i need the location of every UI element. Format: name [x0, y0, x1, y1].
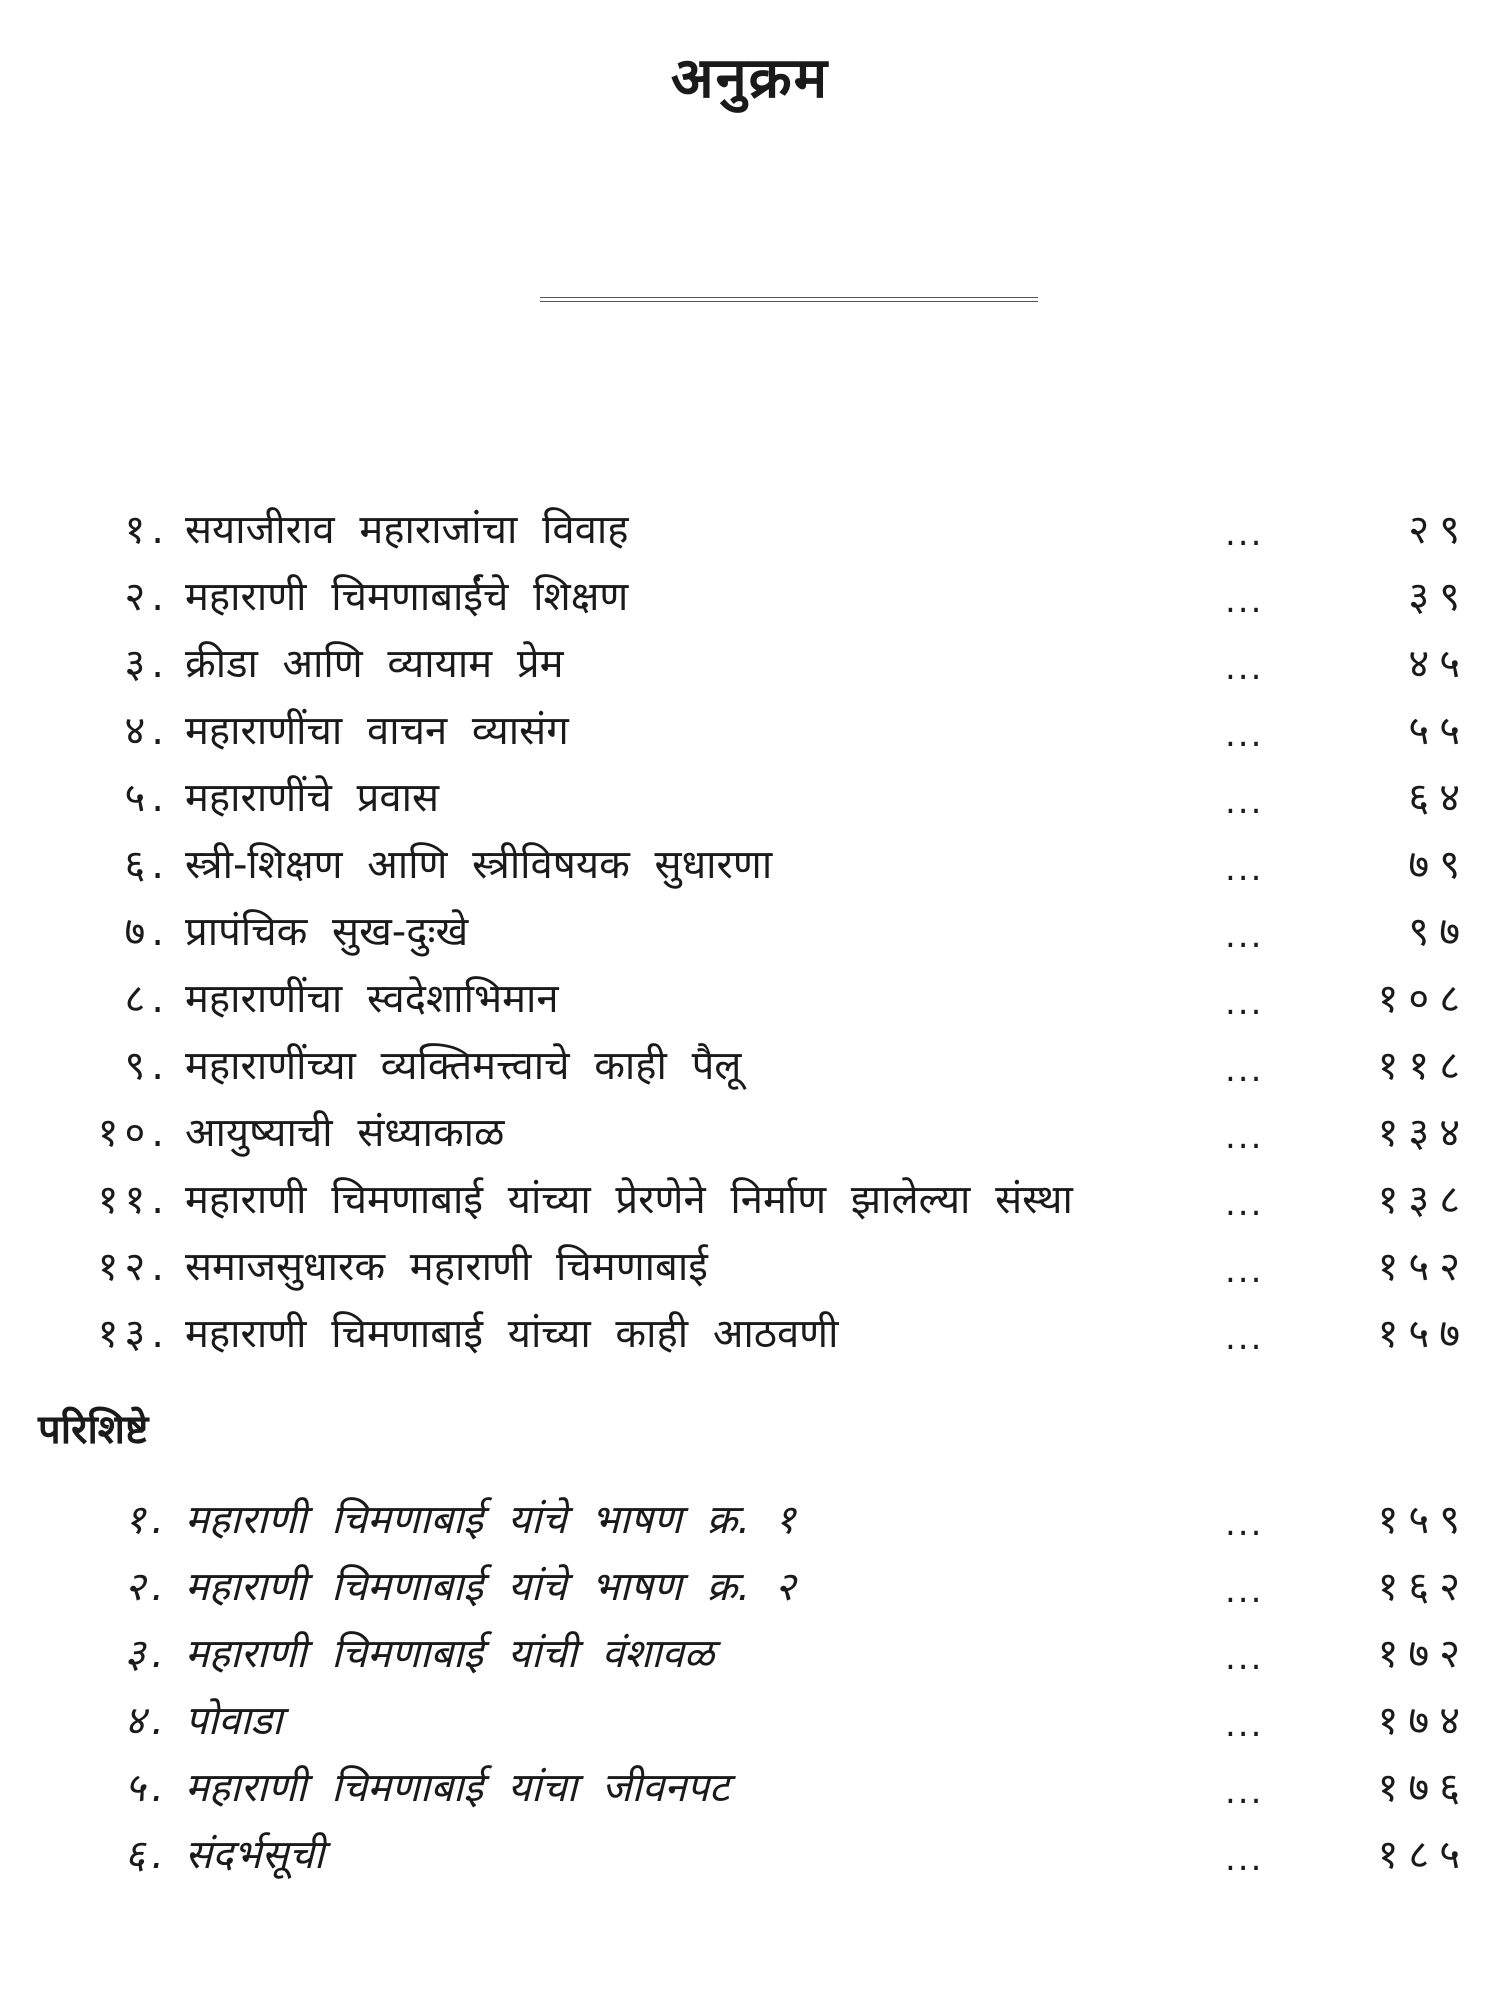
appendix-number: ६. — [124, 1832, 170, 1878]
appendix-title: महाराणी चिमणाबाई यांची वंशावळ — [185, 1631, 715, 1677]
toc-entry — [0, 634, 1500, 694]
leader-dots: ... — [1225, 1251, 1264, 1291]
leader-dots: ... — [1225, 715, 1264, 755]
leader-dots: ... — [1225, 1571, 1264, 1611]
title-divider — [540, 297, 1038, 302]
chapter-title: आयुष्याची संध्याकाळ — [185, 1110, 505, 1156]
chapter-title: समाजसुधारक महाराणी चिमणाबाई — [185, 1244, 708, 1290]
chapter-title: महाराणी चिमणाबाईंचे शिक्षण — [185, 574, 629, 620]
toc-entry — [0, 1237, 1500, 1297]
page-number: १५७ — [1377, 1311, 1470, 1357]
chapter-number: २. — [124, 574, 170, 620]
page-number: १३८ — [1377, 1177, 1470, 1223]
page-number: ३९ — [1408, 574, 1470, 620]
appendix-title: संदर्भसूची — [185, 1832, 325, 1878]
leader-dots: ... — [1225, 849, 1264, 889]
leader-dots: ... — [1225, 1705, 1264, 1745]
chapter-number: ३. — [124, 641, 170, 687]
leader-dots: ... — [1225, 648, 1264, 688]
toc-entry — [0, 768, 1500, 828]
chapter-title: महाराणींचा स्वदेशाभिमान — [185, 976, 559, 1022]
leader-dots: ... — [1225, 1504, 1264, 1544]
chapter-number: १३. — [97, 1311, 170, 1357]
appendix-title: महाराणी चिमणाबाई यांचा जीवनपट — [185, 1765, 730, 1811]
toc-entry — [0, 500, 1500, 560]
page-number: १८५ — [1377, 1832, 1470, 1878]
chapter-number: १०. — [97, 1110, 170, 1156]
leader-dots: ... — [1225, 514, 1264, 554]
toc-entry — [0, 701, 1500, 761]
chapter-title: क्रीडा आणि व्यायाम प्रेम — [185, 641, 564, 687]
chapter-title: महाराणी चिमणाबाई यांच्या काही आठवणी — [185, 1311, 839, 1357]
appendix-number: १. — [124, 1497, 170, 1543]
toc-entry — [0, 902, 1500, 962]
leader-dots: ... — [1225, 1772, 1264, 1812]
appendix-number: ४. — [124, 1698, 170, 1744]
chapter-number: ४. — [124, 708, 170, 754]
chapter-number: ११. — [97, 1177, 170, 1223]
page-number: १०८ — [1377, 976, 1470, 1022]
page-number: १३४ — [1377, 1110, 1470, 1156]
chapter-title: सयाजीराव महाराजांचा विवाह — [185, 507, 629, 553]
appendix-entry — [0, 1825, 1500, 1885]
page-number: १५९ — [1377, 1497, 1470, 1543]
page-number: ४५ — [1408, 641, 1470, 687]
leader-dots: ... — [1225, 1839, 1264, 1879]
chapter-title: महाराणींच्या व्यक्तिमत्त्वाचे काही पैलू — [185, 1043, 742, 1089]
chapter-title: महाराणी चिमणाबाई यांच्या प्रेरणेने निर्माण झालेल्या संस्था — [185, 1177, 1073, 1223]
chapter-number: ६. — [124, 842, 170, 888]
page-number: १७२ — [1377, 1631, 1470, 1677]
appendix-entry — [0, 1490, 1500, 1550]
chapter-number: ५. — [124, 775, 170, 821]
toc-entry — [0, 1036, 1500, 1096]
page-number: १७४ — [1377, 1698, 1470, 1744]
toc-entry — [0, 969, 1500, 1029]
leader-dots: ... — [1225, 782, 1264, 822]
chapter-number: ८. — [124, 976, 170, 1022]
appendix-number: ३. — [124, 1631, 170, 1677]
chapter-number: १. — [124, 507, 170, 553]
leader-dots: ... — [1225, 1318, 1264, 1358]
leader-dots: ... — [1225, 581, 1264, 621]
toc-entry — [0, 1304, 1500, 1364]
leader-dots: ... — [1225, 1050, 1264, 1090]
page-number: ११८ — [1377, 1043, 1470, 1089]
page-number: ६४ — [1408, 775, 1470, 821]
chapter-title: महाराणींचा वाचन व्यासंग — [185, 708, 569, 754]
leader-dots: ... — [1225, 1184, 1264, 1224]
chapter-title: प्रापंचिक सुख-दुःखे — [185, 909, 469, 955]
toc-entry — [0, 1170, 1500, 1230]
chapter-number: ७. — [124, 909, 170, 955]
page-number: १७६ — [1377, 1765, 1470, 1811]
page-number: ९७ — [1408, 909, 1470, 955]
leader-dots: ... — [1225, 916, 1264, 956]
appendix-entry — [0, 1691, 1500, 1751]
toc-entry — [0, 835, 1500, 895]
chapter-title: स्त्री-शिक्षण आणि स्त्रीविषयक सुधारणा — [185, 842, 773, 888]
chapter-title: महाराणींचे प्रवास — [185, 775, 440, 821]
page-number: १६२ — [1377, 1564, 1470, 1610]
appendix-number: ५. — [124, 1765, 170, 1811]
toc-entry — [0, 567, 1500, 627]
leader-dots: ... — [1225, 983, 1264, 1023]
leader-dots: ... — [1225, 1117, 1264, 1157]
appendix-number: २. — [124, 1564, 170, 1610]
toc-entry — [0, 1103, 1500, 1163]
page-number: १५२ — [1377, 1244, 1470, 1290]
leader-dots: ... — [1225, 1638, 1264, 1678]
appendix-title: महाराणी चिमणाबाई यांचे भाषण क्र. २ — [185, 1564, 796, 1610]
page-number: २९ — [1408, 507, 1470, 553]
appendix-entry — [0, 1557, 1500, 1617]
page-number: ५५ — [1408, 708, 1470, 754]
appendix-heading: परिशिष्टे — [38, 1407, 149, 1453]
page-title: अनुक्रम — [670, 46, 830, 111]
appendix-title: महाराणी चिमणाबाई यांचे भाषण क्र. १ — [185, 1497, 796, 1543]
chapter-number: ९. — [124, 1043, 170, 1089]
appendix-title: पोवाडा — [185, 1698, 283, 1744]
appendix-entry — [0, 1624, 1500, 1684]
chapter-number: १२. — [97, 1244, 170, 1290]
page-number: ७९ — [1408, 842, 1470, 888]
appendix-entry — [0, 1758, 1500, 1818]
